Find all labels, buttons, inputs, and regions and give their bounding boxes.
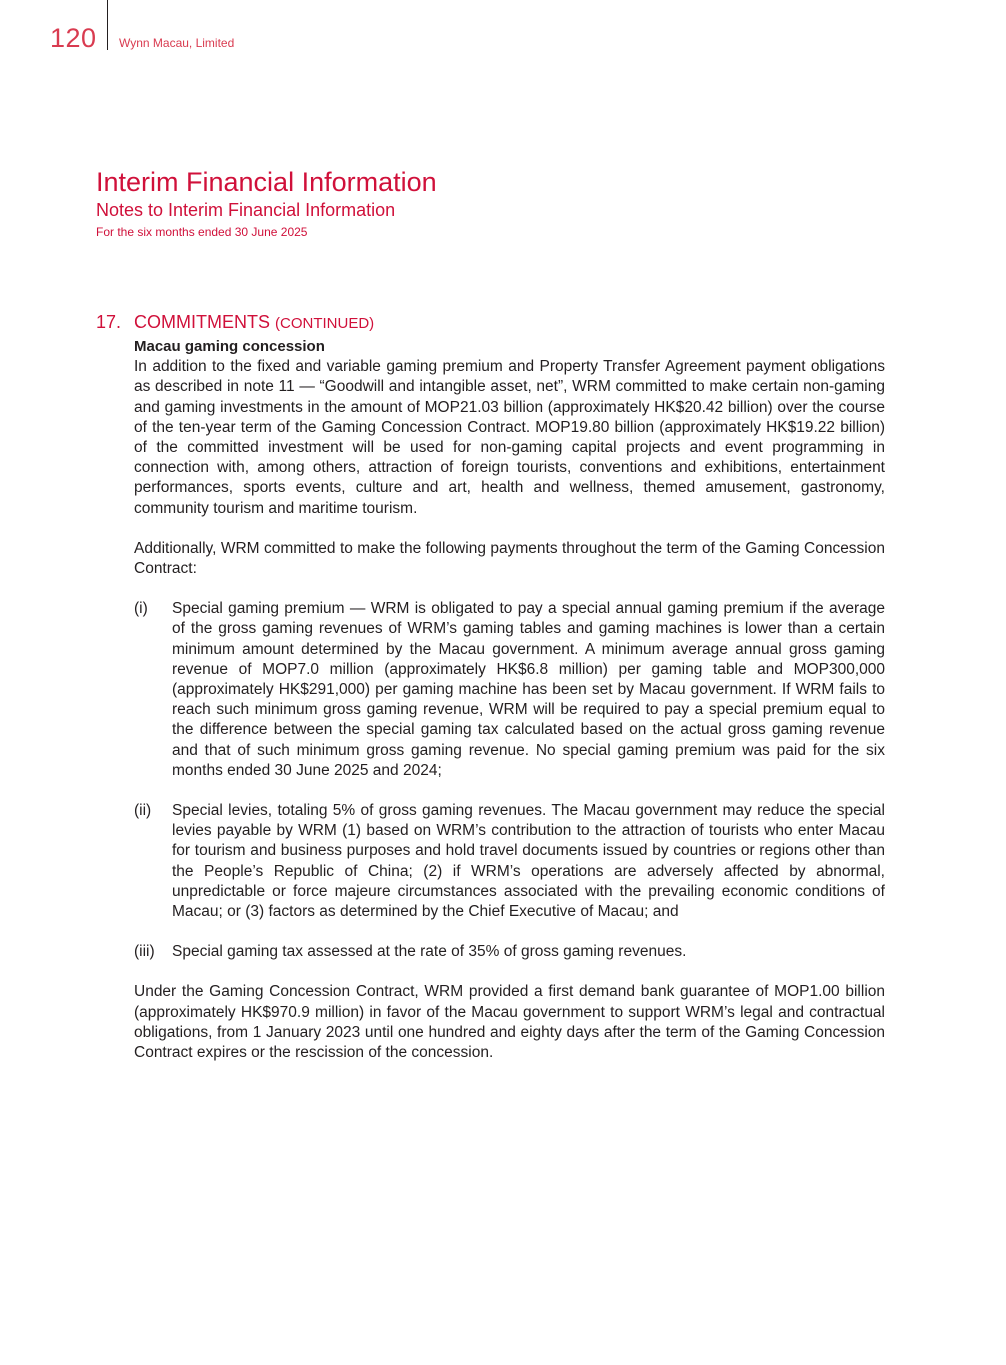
paragraph: In addition to the fixed and variable gaming premium and Property Transfer Agreement payment obligations as described in note 11 — “Goodwill and intangible asset, net”, WRM committed to make certain non-gaming and gaming investments in the amount of MOP21.03 billion (approximately HK$20.42 billion) over the course of the ten-year term of the Gaming Concession Contract. MOP19.80 billion (approximately HK$19.22 billion) of the committed investment will be used for non-gaming capital projects and event programming in connection with, among others, attraction of foreign tourists, conventions and exhibitions, entertainment performances, sports events, culture and art, health and wellness, themed amusement, gastronomy, community tourism and maritime tourism. — [134, 358, 885, 517]
page-title: Interim Financial Information — [96, 167, 437, 197]
section-title: COMMITMENTS — [134, 312, 270, 332]
header-divider — [107, 0, 108, 50]
list-item — [134, 942, 885, 962]
list-item-text: Special levies, totaling 5% of gross gaming revenues. The Macau government may reduce the special levies payable by WRM (1) based on WRM’s contribution to the attraction of tourists who enter Macau for tourism and business purposes and hold travel documents issued by countries or regions other than the People’s Republic of China; (2) if WRM’s operations are adversely affected by abnormal, unpredictable or force majeure circumstances associated with the prevailing economic conditions of Macau; or (3) factors as determined by the Chief Executive of Macau; and — [172, 802, 885, 921]
reporting-period: For the six months ended 30 June 2025 — [96, 225, 308, 239]
closing-paragraph: Under the Gaming Concession Contract, WRM provided a first demand bank guarantee of MOP1.00 billion (approximately HK$970.9 million) in favor of the Macau government to support WRM’s legal and contractual obligations, from 1 January 2023 until one hundred and eighty days after the term of the Gaming Concession Contract expires or the rescission of the concession. — [134, 983, 885, 1062]
title-block — [96, 166, 437, 240]
list-item — [134, 599, 885, 781]
section-number: 17. — [96, 312, 122, 332]
list-item-text: Special gaming premium — WRM is obligated to pay a special annual gaming premium if the average of the gross gaming revenues of WRM’s gaming tables and gaming machines is lower than a certain minimum amount determined by the Macau government. A minimum average annual gross gaming revenue of MOP7.0 million (approximately HK$6.8 million) per gaming table and MOP300,000 (approximately HK$291,000) per gaming machine has been set by Macau government. If WRM fails to reach such minimum gross gaming revenue, WRM will be required to pay a special premium equal to the difference between the special gaming tax calculated based on the actual gross gaming revenue and that of such minimum gross gaming revenue. No special gaming premium was paid for the six months ended 30 June 2025 and 2024; — [172, 600, 885, 779]
list-marker: (iii) — [134, 943, 155, 961]
section-body — [134, 337, 885, 1083]
list-marker: (i) — [134, 600, 148, 618]
list-marker: (ii) — [134, 802, 152, 820]
paragraph: Additionally, WRM committed to make the following payments throughout the term of the Gaming Concession Contract: — [134, 539, 885, 578]
list-item — [134, 801, 885, 922]
company-name: Wynn Macau, Limited — [119, 36, 235, 50]
page-number: 120 — [50, 23, 97, 53]
page-subtitle: Notes to Interim Financial Information — [96, 200, 396, 220]
subsection-heading: Macau gaming concession — [134, 338, 325, 355]
section-continued-label: (CONTINUED) — [275, 315, 375, 332]
list-item-text: Special gaming tax assessed at the rate of 35% of gross gaming revenues. — [172, 943, 687, 961]
section-heading — [96, 311, 374, 335]
